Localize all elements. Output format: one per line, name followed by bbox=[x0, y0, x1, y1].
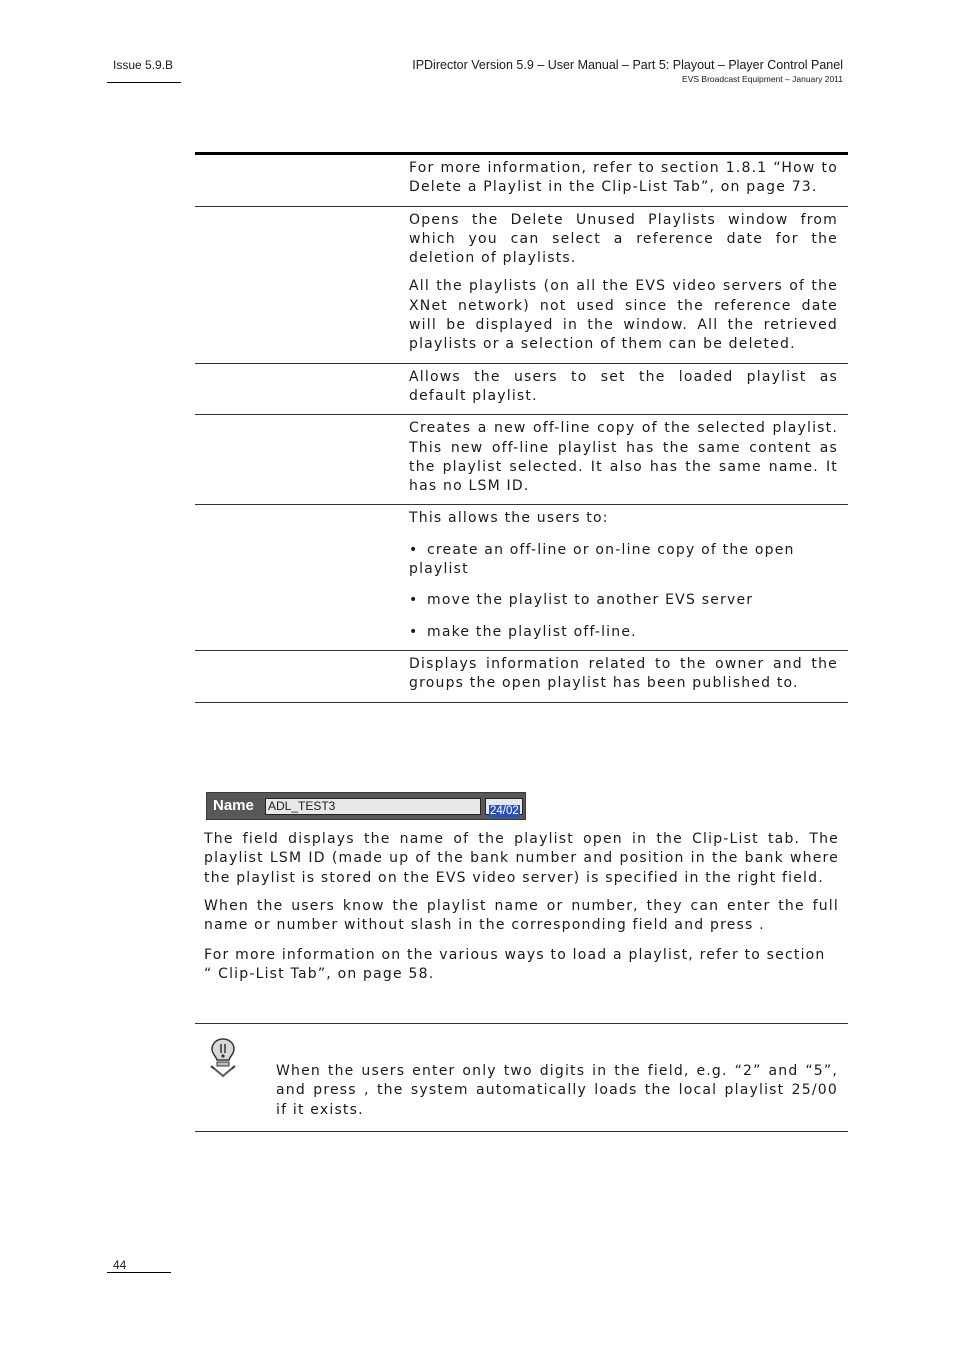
menu-description-table bbox=[195, 152, 848, 703]
header-subtitle: EVS Broadcast Equipment – January 2011 bbox=[682, 74, 843, 84]
list-item-text: create an off-line or on-line copy of the open playlist bbox=[409, 541, 795, 578]
header-issue: Issue 5.9.B bbox=[113, 58, 174, 72]
bullet-icon: • bbox=[409, 623, 419, 640]
row-text: For more information, refer to section 1.8.1 “How to Delete a Playlist in the Clip-List Tab”, on page 73. bbox=[409, 160, 838, 196]
bullet-list bbox=[409, 541, 838, 642]
list-item-text: make the playlist off-line. bbox=[427, 623, 637, 640]
body-text-2: When the users know the playlist name or number, they can enter the full name or number without slash in the corresponding field and press . bbox=[204, 898, 839, 934]
body-text-3: For more information on the various ways to load a playlist, refer to section “ Clip-List Tab”, on page 58. bbox=[204, 947, 826, 983]
list-item-text: move the playlist to another EVS server bbox=[427, 592, 754, 609]
table-row bbox=[195, 364, 848, 416]
row-text: Creates a new off-line copy of the selected playlist. This new off-line playlist has the same content as the playlist selected. It also has the same name. It has no LSM ID. bbox=[409, 420, 838, 495]
header-rule bbox=[107, 82, 181, 83]
table-row bbox=[195, 505, 848, 650]
body-paragraph bbox=[204, 946, 839, 985]
bullet-icon: • bbox=[409, 592, 419, 609]
table-row bbox=[195, 415, 848, 505]
page-number: 44 bbox=[113, 1258, 127, 1272]
body-text-1: The field displays the name of the playlist open in the Clip-List tab. The playlist LSM ID (made up of the bank number and position in the bank where the playlist is stored on the EVS video server) is specified in the right field. bbox=[204, 831, 839, 886]
note-bulb-icon bbox=[207, 1036, 239, 1078]
list-item bbox=[409, 591, 838, 610]
name-field-screenshot bbox=[206, 792, 526, 820]
note-box bbox=[195, 1023, 848, 1132]
header-title: IPDirector Version 5.9 – User Manual – Part 5: Playout – Player Control Panel bbox=[412, 58, 843, 72]
list-item bbox=[409, 541, 838, 580]
lsm-id-field bbox=[485, 798, 523, 815]
row-text: Allows the users to set the loaded playlist as default playlist. bbox=[409, 368, 838, 404]
bullet-icon: • bbox=[409, 541, 419, 558]
row-text: All the playlists (on all the EVS video servers of the XNet network) not used since the reference date will be displayed in the window. All the retrieved playlists or a selection of them can be deleted. bbox=[409, 278, 838, 353]
row-text: Displays information related to the owner and the groups the open playlist has been published to. bbox=[409, 655, 838, 692]
list-item bbox=[409, 623, 838, 642]
playlist-name-field: ADL_TEST3 bbox=[265, 798, 481, 815]
row-intro: This allows the users to: bbox=[409, 510, 609, 527]
body-paragraph bbox=[204, 830, 839, 888]
lsm-id-value: 24/02 bbox=[490, 805, 519, 817]
note-text: When the users enter only two digits in the field, e.g. “2” and “5”, and press , the system automatically loads the local playlist 25/00 if it exists. bbox=[276, 1063, 838, 1118]
footer-rule bbox=[107, 1272, 171, 1273]
table-row bbox=[195, 155, 848, 207]
body-paragraph bbox=[204, 897, 839, 936]
row-text: Opens the Delete Unused Playlists window from which you can select a reference date for the deletion of playlists. bbox=[409, 211, 838, 267]
table-row bbox=[195, 207, 848, 364]
table-row bbox=[195, 651, 848, 703]
name-label: Name bbox=[213, 797, 254, 814]
